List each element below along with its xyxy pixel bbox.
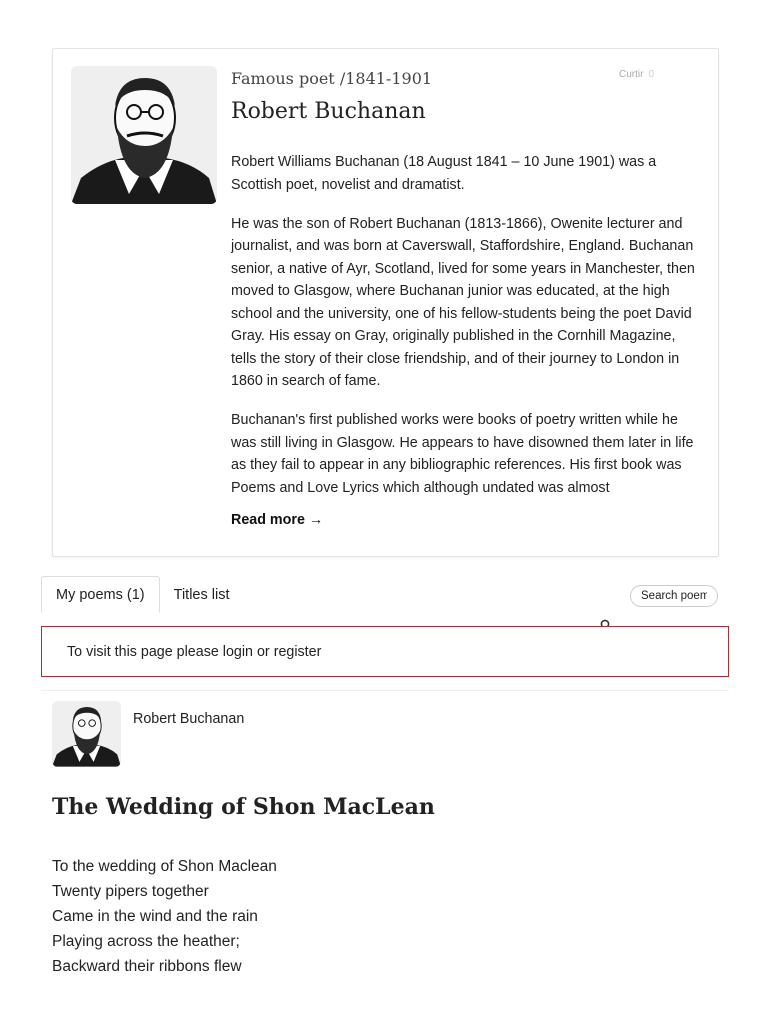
author-avatar[interactable] xyxy=(52,701,121,767)
poem-author-name[interactable]: Robert Buchanan xyxy=(133,711,245,727)
poem-body xyxy=(52,854,277,979)
register-link[interactable]: register xyxy=(273,643,322,660)
alert-or: or xyxy=(256,643,270,660)
author-card xyxy=(52,48,719,557)
bio-paragraph: He was the son of Robert Buchanan (1813-1866), Owenite lecturer and journalist, and was born at Caverswall, Staffordshire, England. Buchanan senior, a native of Ayr, Scotland, lived for some years in Manchester, then moved to Glasgow, where Buchanan junior was educated, at the high school and the university, one of his fellow-students being the poet David Gray. His essay on Gray, originally published in the Cornhill Magazine, tells the story of their close friendship, and of their journey to London in 1860 in search of fame. xyxy=(231,215,695,389)
read-more-link[interactable]: Read more → xyxy=(231,512,324,528)
author-portrait-image xyxy=(71,66,217,204)
poem-line: Twenty pipers together xyxy=(52,883,209,900)
author-avatar-image xyxy=(52,701,121,767)
poem-line: Backward their ribbons flew xyxy=(52,958,242,975)
tab-my-poems[interactable]: My poems (1) xyxy=(41,576,160,613)
author-name-heading: Robert Buchanan xyxy=(231,99,426,124)
poem-line: Came in the wind and the rain xyxy=(52,908,258,925)
divider xyxy=(41,690,729,691)
login-link[interactable]: login xyxy=(222,643,253,660)
search-input[interactable] xyxy=(630,585,718,607)
author-bio xyxy=(231,151,703,499)
like-button[interactable] xyxy=(619,69,654,80)
author-portrait xyxy=(71,66,217,204)
alert-text: To visit this page please xyxy=(67,643,219,660)
like-count: 0 xyxy=(648,69,655,80)
bio-paragraph: Robert Williams Buchanan (18 August 1841 – 10 June 1901) was a Scottish poet, novelist and dramatist. xyxy=(231,154,657,193)
poem-line: Playing across the heather; xyxy=(52,933,240,950)
poem-line: To the wedding of Shon Maclean xyxy=(52,858,277,875)
tab-bar xyxy=(41,576,244,613)
author-subtitle: Famous poet /1841-1901 xyxy=(231,69,433,88)
login-alert xyxy=(41,626,729,677)
poem-title: The Wedding of Shon MacLean xyxy=(52,794,435,820)
bio-paragraph: Buchanan's first published works were books of poetry written while he was still living in Glasgow. He appears to have disowned them later in life as they fail to appear in any bibliographic references. His first book was Poems and Love Lyrics which although undated was almost xyxy=(231,412,694,496)
tab-titles-list[interactable]: Titles list xyxy=(173,586,230,603)
like-label: Curtir xyxy=(619,69,644,80)
